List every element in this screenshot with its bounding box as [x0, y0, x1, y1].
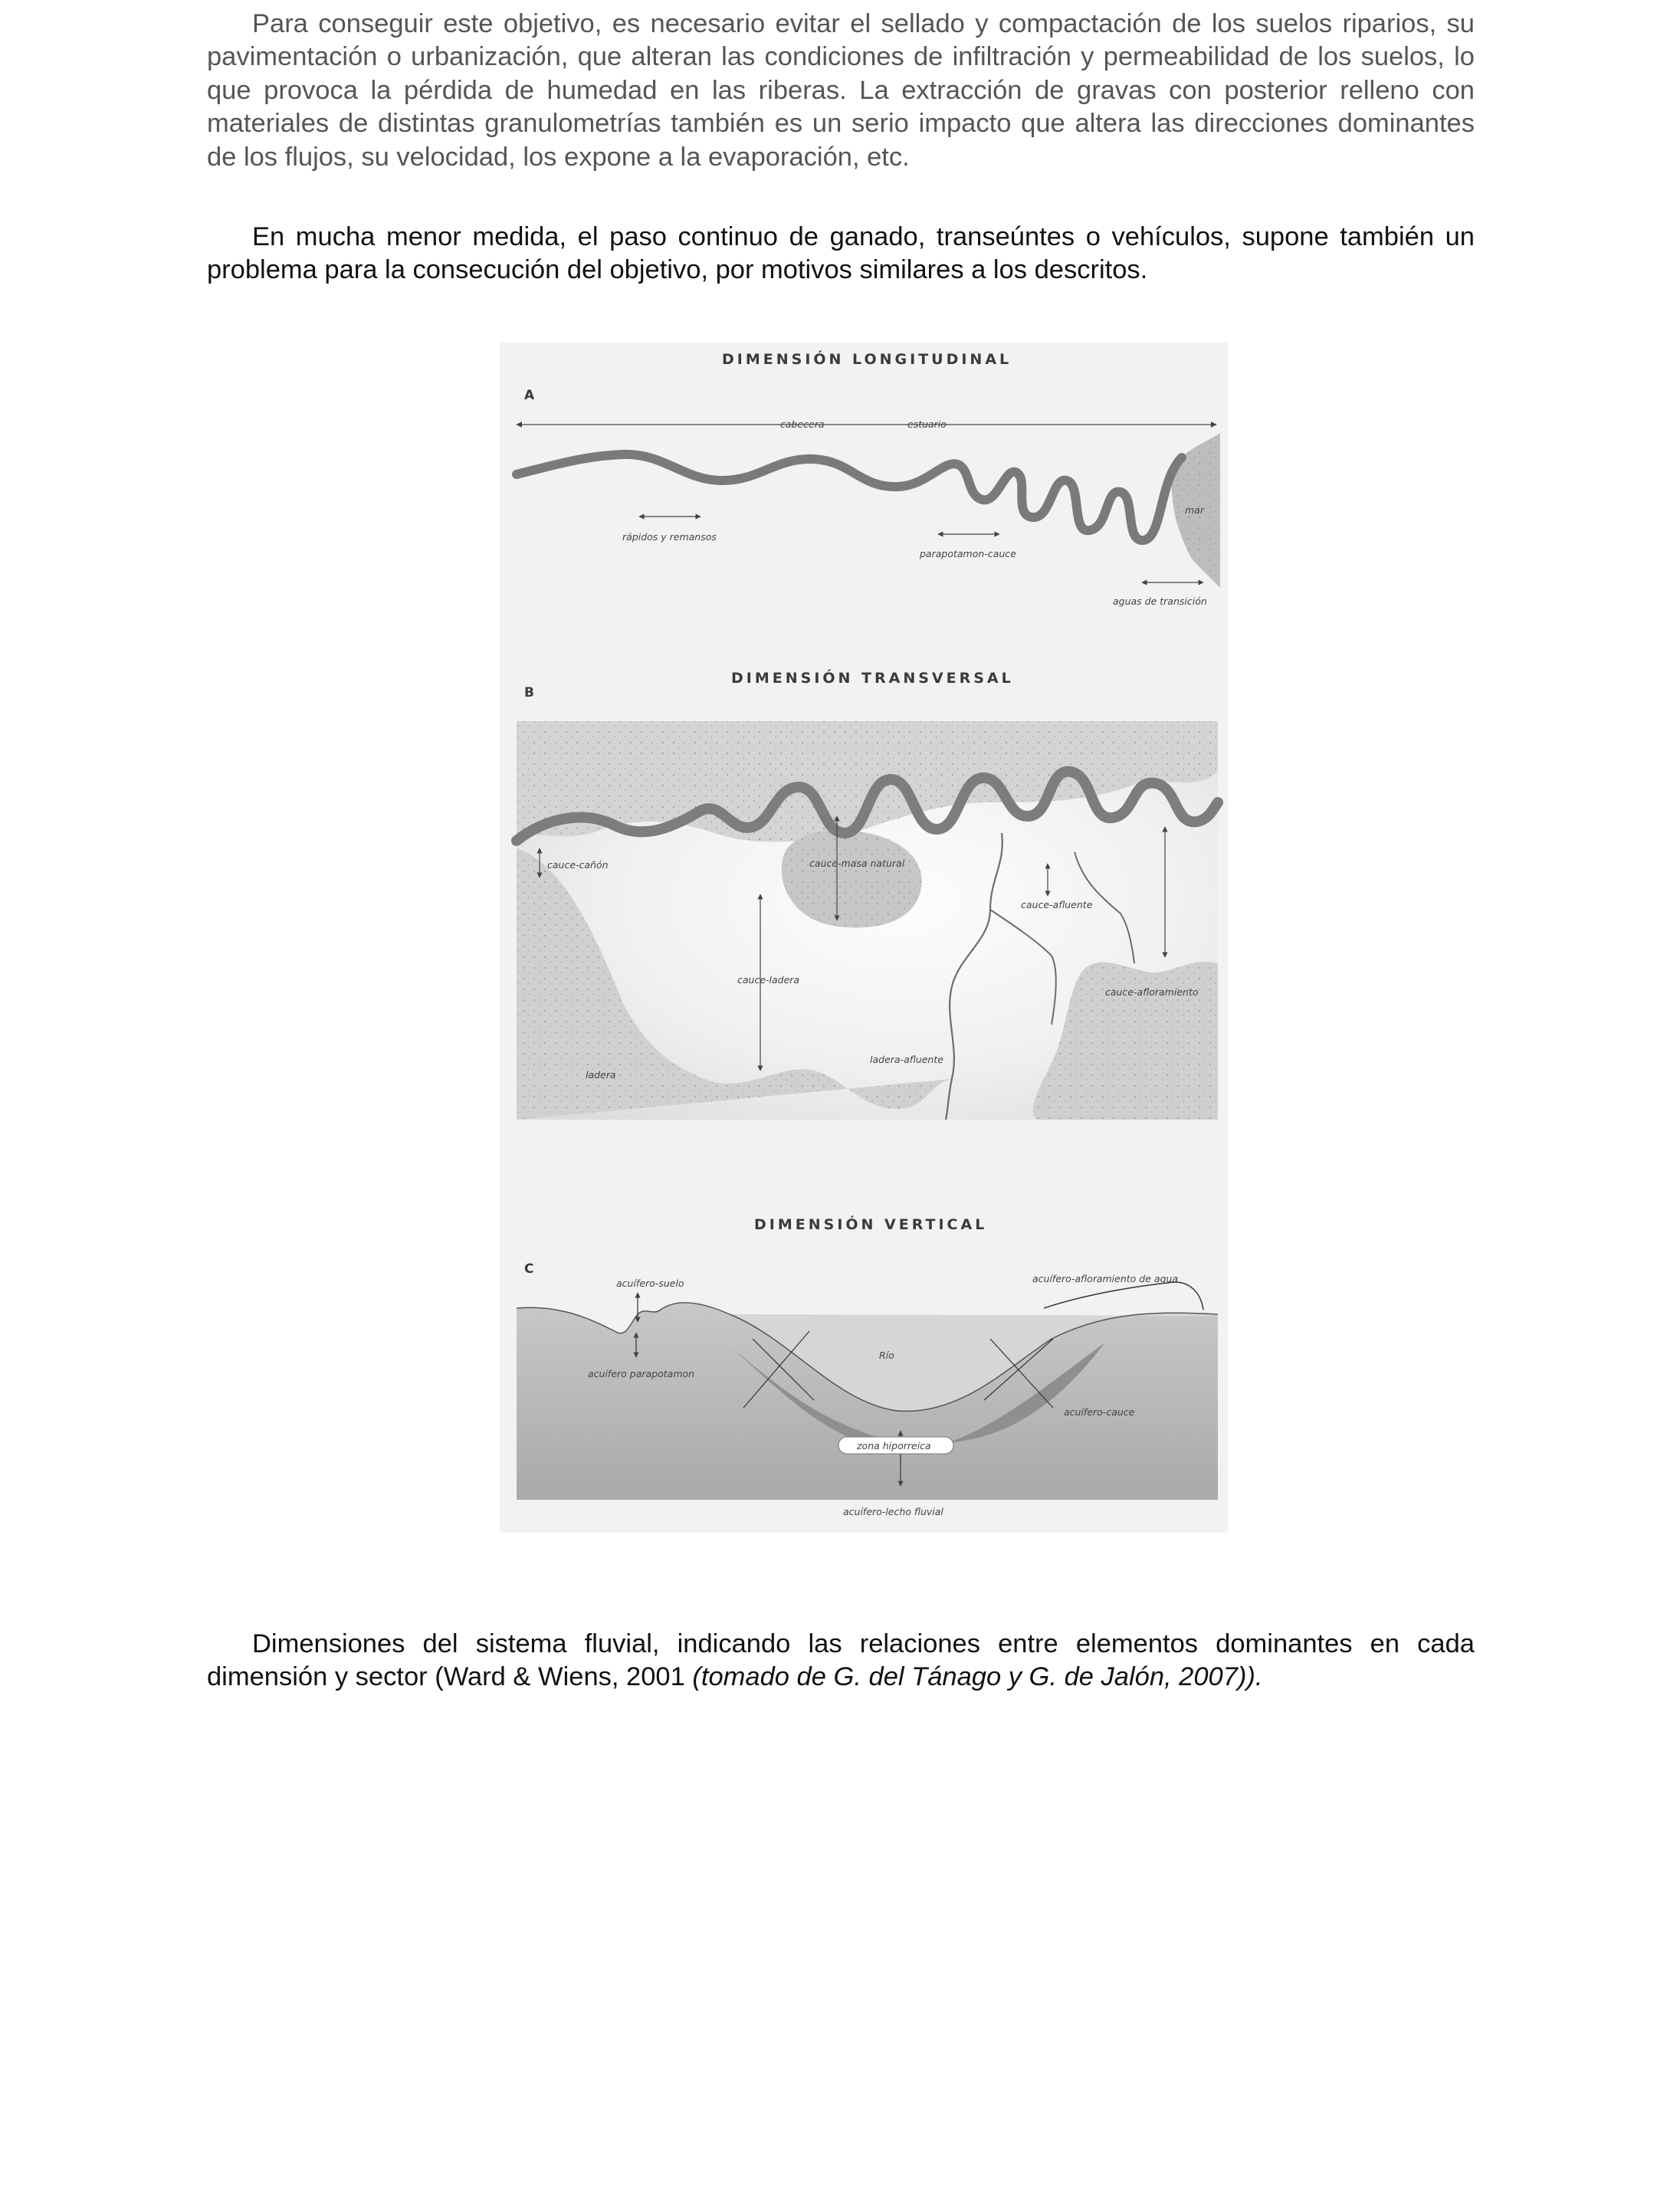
label-acuifero-afloramiento: acuífero-afloramiento de agua [1032, 1273, 1179, 1284]
panel-c-title: DIMENSIÓN VERTICAL [754, 1216, 988, 1233]
label-acuifero-cauce: acuífero-cauce [1064, 1406, 1135, 1418]
label-estuario: estuario [907, 418, 947, 430]
caption-source: (tomado de G. del Tánago y G. de Jalón, 2007)). [692, 1662, 1263, 1692]
label-cauce-afluente: cauce-afluente [1021, 899, 1093, 910]
label-acuifero-parapotamon: acuífero parapotamon [588, 1368, 695, 1379]
body-paragraph-2: En mucha menor medida, el paso continuo de ganado, transeúntes o vehículos, supone también un problema para la consecución del objetivo, por motivos similares a los descritos. [207, 222, 1475, 285]
label-cauce-canon: cauce-cañón [547, 859, 609, 871]
label-aguas: aguas de transición [1113, 595, 1207, 607]
label-cauce-masa: cauce-masa natural [809, 858, 905, 869]
panel-c-letter: C [524, 1261, 534, 1277]
label-acuifero-suelo: acuífero-suelo [616, 1278, 684, 1289]
panel-b-title: DIMENSIÓN TRANSVERSAL [731, 670, 1014, 687]
label-ladera-afluente: ladera-afluente [870, 1054, 943, 1065]
label-rapidos: rápidos y remansos [622, 531, 717, 543]
label-ladera: ladera [586, 1069, 616, 1081]
figure-svg [500, 343, 1228, 1533]
label-acuifero-lecho: acuífero-lecho fluvial [843, 1506, 943, 1517]
panel-a-letter: A [524, 388, 535, 403]
body-paragraph-1: Para conseguir este objetivo, es necesario evitar el sellado y compactación de los suelos riparios, su pavimentación o urbanización, que alteran las condiciones de infiltración y permeabilidad de los suelos, lo que provoca la pérdida de humedad en las riberas. La extracción de gravas con posterior relleno con materiales de distintas granulometrías también es un serio impacto que altera las direcciones dominantes de los flujos, su velocidad, los expone a la evaporación, etc. [207, 9, 1475, 172]
label-mar: mar [1185, 504, 1204, 516]
label-parapotamon: parapotamon-cauce [920, 548, 1016, 559]
label-cauce-ladera: cauce-ladera [737, 974, 800, 986]
panel-a-title: DIMENSIÓN LONGITUDINAL [722, 351, 1012, 368]
fluvial-dimensions-figure [500, 343, 1228, 1533]
label-zona-hiporreica: zona hiporreica [857, 1440, 931, 1451]
caption-text: Dimensiones del sistema fluvial, indicando las relaciones entre elementos dominantes en cada dimensión y sector (Ward & Wiens, 2001 [207, 1629, 1475, 1692]
label-rio: Río [879, 1350, 894, 1361]
panel-b [517, 668, 1218, 1120]
panel-b-letter: B [524, 685, 534, 700]
label-cabecera: cabecera [780, 418, 825, 430]
figure-caption [207, 1628, 1475, 1694]
label-cauce-afloramiento: cauce-afloramiento [1105, 986, 1199, 998]
